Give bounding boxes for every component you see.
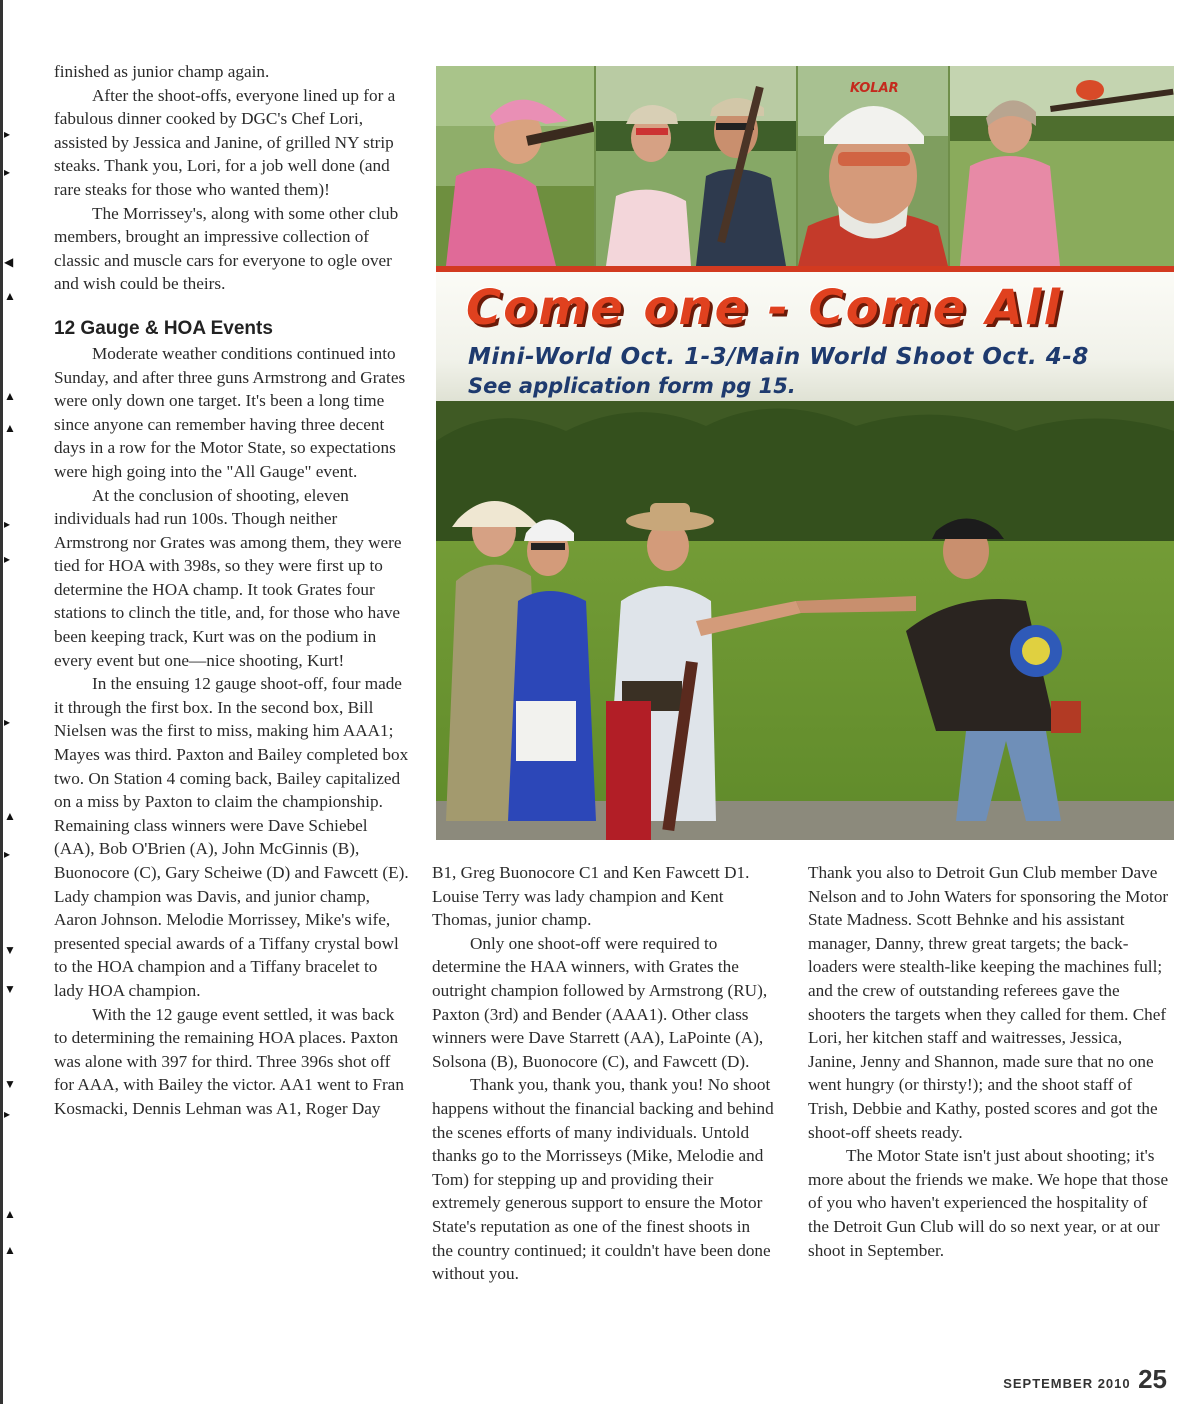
paragraph: The Motor State isn't just about shooting; it's more about the friends we make. We hope that those of you who haven't experienced the hospitality of the Detroit Gun Club will do so next year, or at our shoot in September. — [808, 1146, 1169, 1260]
section-heading: 12 Gauge & HOA Events — [54, 317, 273, 339]
banner-dates: Mini-World Oct. 1-3/Main World Shoot Oct. 4-8 — [468, 344, 1089, 370]
binding-mark: ▸ — [4, 1107, 11, 1121]
binding-mark: ▼ — [4, 982, 16, 996]
binding-mark: ▸ — [4, 517, 11, 531]
paragraph: B1, Greg Buonocore C1 and Ken Fawcett D1. Louise Terry was lady champion and Kent Thomas, junior champ. — [432, 863, 750, 930]
binding-mark: ▸ — [4, 127, 11, 141]
paragraph: After the shoot-offs, everyone lined up for a fabulous dinner cooked by DGC's Chef Lori, assisted by Jessica and Janine, of grilled NY strip steaks. Thank you, Lori, for a job well done (and rare steaks for those who wanted them)! — [54, 85, 396, 199]
photo-composite — [436, 66, 1174, 840]
photo-man-kolar-cap — [798, 66, 948, 266]
page-number: 25 — [1138, 1364, 1167, 1394]
binding-mark: ▸ — [4, 165, 11, 179]
paragraph: With the 12 gauge event settled, it was back to determining the remaining HOA places. Paxton was alone with 397 for third. Three 396s shot off for AAA, with Bailey the victor. AA1 went to Fran Kosmacki, Dennis Lehman was A1, Roger Day — [54, 1004, 404, 1118]
binding-mark: ▸ — [4, 715, 11, 729]
photo-woman-pink-shirt — [950, 66, 1174, 266]
banner-application-note: See application form pg 15. — [468, 374, 796, 398]
photo-couple — [596, 66, 796, 266]
paragraph: Thank you also to Detroit Gun Club member Dave Nelson and to John Waters for sponsoring the Motor State Madness. Scott Behnke and his assistant manager, Danny, threw great targets; the back-loaders were stealth-like keeping the machines full; and the crew of outstanding referees gave the shooters the targets when they called for them. Chef Lori, her kitchen staff and waitresses, Jessica, Janine, Jenny and Shannon, made sure that no one went hungry (or thirsty!); and the shoot staff of Trish, Debbie and Kathy, posted scores and got the shoot-off sheets ready. — [808, 863, 1169, 1142]
paragraph: Moderate weather conditions continued into Sunday, and after three guns Armstrong and Grates were only down one target. It's been a long time since anyone can remember having three decent days in a row for the Motor State, so expectations were high going into the "All Gauge" event. — [54, 343, 406, 481]
binding-mark: ▲ — [4, 1207, 16, 1221]
article-column-3 — [808, 861, 1170, 1262]
binding-mark: ▲ — [4, 809, 16, 823]
binding-mark: ▲ — [4, 289, 16, 303]
paragraph: In the ensuing 12 gauge shoot-off, four made it through the first box. In the second box, Bill Nielsen was the first to miss, making him AAA1; Mayes was third. Paxton and Bailey completed box two. On Station 4 coming back, Bailey capitalized on a miss by Paxton to claim the championship. Remaining class winners were Dave Schiebel (AA), Bob O'Brien (A), John McGinnis (B), Buonocore (C), Gary Scheiwe (D) and Fawcett (E). Lady champion was Davis, and junior champ, Aaron Johnson. Melodie Morrissey, Mike's wife, presented special awards of a Tiffany crystal bowl to the HOA champion and a Tiffany bracelet to lady HOA champion. — [54, 674, 409, 1000]
article-column-2 — [432, 861, 774, 1286]
binding-edge — [0, 0, 16, 1404]
binding-mark: ▸ — [4, 552, 11, 566]
cap-logo-text: KOLAR — [850, 81, 899, 96]
paragraph: At the conclusion of shooting, eleven individuals had run 100s. Though neither Armstrong nor Grates was among them, they were tied for HOA with 398s, so they were first up to determine the HOA champ. It took Grates four stations to clinch the title, and, for those who have been keeping track, Kurt was on the podium in every event but one—nice shooting, Kurt! — [54, 485, 402, 670]
event-banner — [436, 272, 1174, 417]
binding-mark: ◀ — [4, 255, 14, 269]
binding-mark: ▲ — [4, 389, 16, 403]
binding-edge-line — [0, 0, 3, 1404]
binding-mark: ▼ — [4, 1077, 16, 1091]
photo-fist-bump — [436, 401, 1174, 840]
binding-mark: ▼ — [4, 943, 16, 957]
binding-mark: ▲ — [4, 421, 16, 435]
article-column-1 — [54, 60, 410, 1121]
banner-title: Come one - Come All — [466, 280, 1063, 336]
paragraph: Only one shoot-off were required to determine the HAA winners, with Grates the outright champion followed by Armstrong (RU), Paxton (3rd) and Bender (AAA1). Other class winners were Dave Starrett (AA), LaPointe (A), Solsona (B), Buonocore (C), and Fawcett (D). — [432, 933, 768, 1071]
photo-woman-shooter — [436, 66, 594, 266]
binding-mark: ▲ — [4, 1243, 16, 1257]
binding-mark: ▸ — [4, 847, 11, 861]
paragraph: finished as junior champ again. — [54, 62, 270, 81]
paragraph: Thank you, thank you, thank you! No shoot happens without the financial backing and behind the scenes efforts of many individuals. Untold thanks go to the Morrisseys (Mike, Melodie and Tom) for stepping up and providing their extremely generous support to ensure the Motor State's reputation as one of the finest shoots in the country continued; it couldn't have been done without you. — [432, 1075, 774, 1284]
paragraph: The Morrissey's, along with some other club members, brought an impressive collection of classic and muscle cars for everyone to ogle over and wish could be theirs. — [54, 203, 399, 294]
issue-date: SEPTEMBER 2010 — [1003, 1376, 1131, 1391]
page-folio — [1003, 1364, 1167, 1395]
